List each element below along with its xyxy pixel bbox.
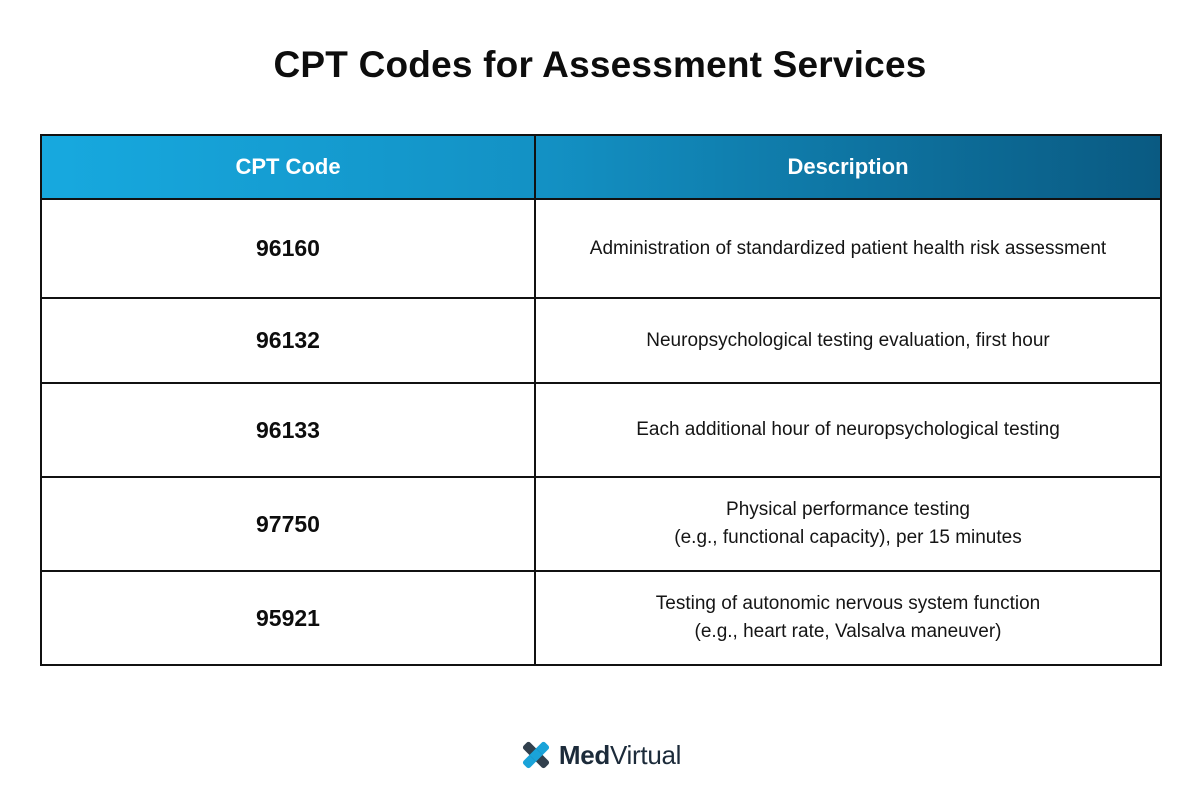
cpt-code-cell: 97750 bbox=[41, 477, 535, 571]
column-header-description: Description bbox=[535, 135, 1161, 199]
medvirtual-cross-logo-icon bbox=[519, 738, 553, 772]
page-title: CPT Codes for Assessment Services bbox=[273, 44, 927, 85]
brand-name bbox=[559, 740, 681, 771]
brand-name-light: Virtual bbox=[609, 739, 682, 770]
description-cell bbox=[535, 199, 1161, 298]
cpt-codes-table bbox=[40, 134, 1162, 666]
table-row bbox=[41, 199, 1161, 298]
description-line: Testing of autonomic nervous system function bbox=[655, 593, 1041, 614]
table-row bbox=[41, 298, 1161, 383]
table-row bbox=[41, 383, 1161, 477]
description-cell bbox=[535, 477, 1161, 571]
brand-logo bbox=[0, 738, 1200, 772]
description-cell bbox=[535, 298, 1161, 383]
description-line: Each additional hour of neuropsychological testing bbox=[636, 419, 1060, 440]
cpt-code-cell: 96133 bbox=[41, 383, 535, 477]
column-header-cpt-code: CPT Code bbox=[41, 135, 535, 199]
description-line: Neuropsychological testing evaluation, first hour bbox=[646, 329, 1050, 351]
description-line: Physical performance testing bbox=[726, 499, 970, 520]
cpt-code-cell: 96160 bbox=[41, 199, 535, 298]
description-line: Administration of standardized patient health risk assessment bbox=[589, 237, 1107, 259]
cpt-code-cell: 95921 bbox=[41, 571, 535, 665]
table-header-row bbox=[41, 135, 1161, 199]
table-row bbox=[41, 571, 1161, 665]
description-line: (e.g., heart rate, Valsalva maneuver) bbox=[694, 621, 1002, 642]
brand-name-bold: Med bbox=[558, 739, 610, 770]
description-cell bbox=[535, 383, 1161, 477]
table-body bbox=[41, 199, 1161, 665]
cpt-code-cell: 96132 bbox=[41, 298, 535, 383]
table-row bbox=[41, 477, 1161, 571]
description-cell bbox=[535, 571, 1161, 665]
table-header bbox=[41, 135, 1161, 199]
description-line: (e.g., functional capacity), per 15 minutes bbox=[674, 527, 1022, 548]
